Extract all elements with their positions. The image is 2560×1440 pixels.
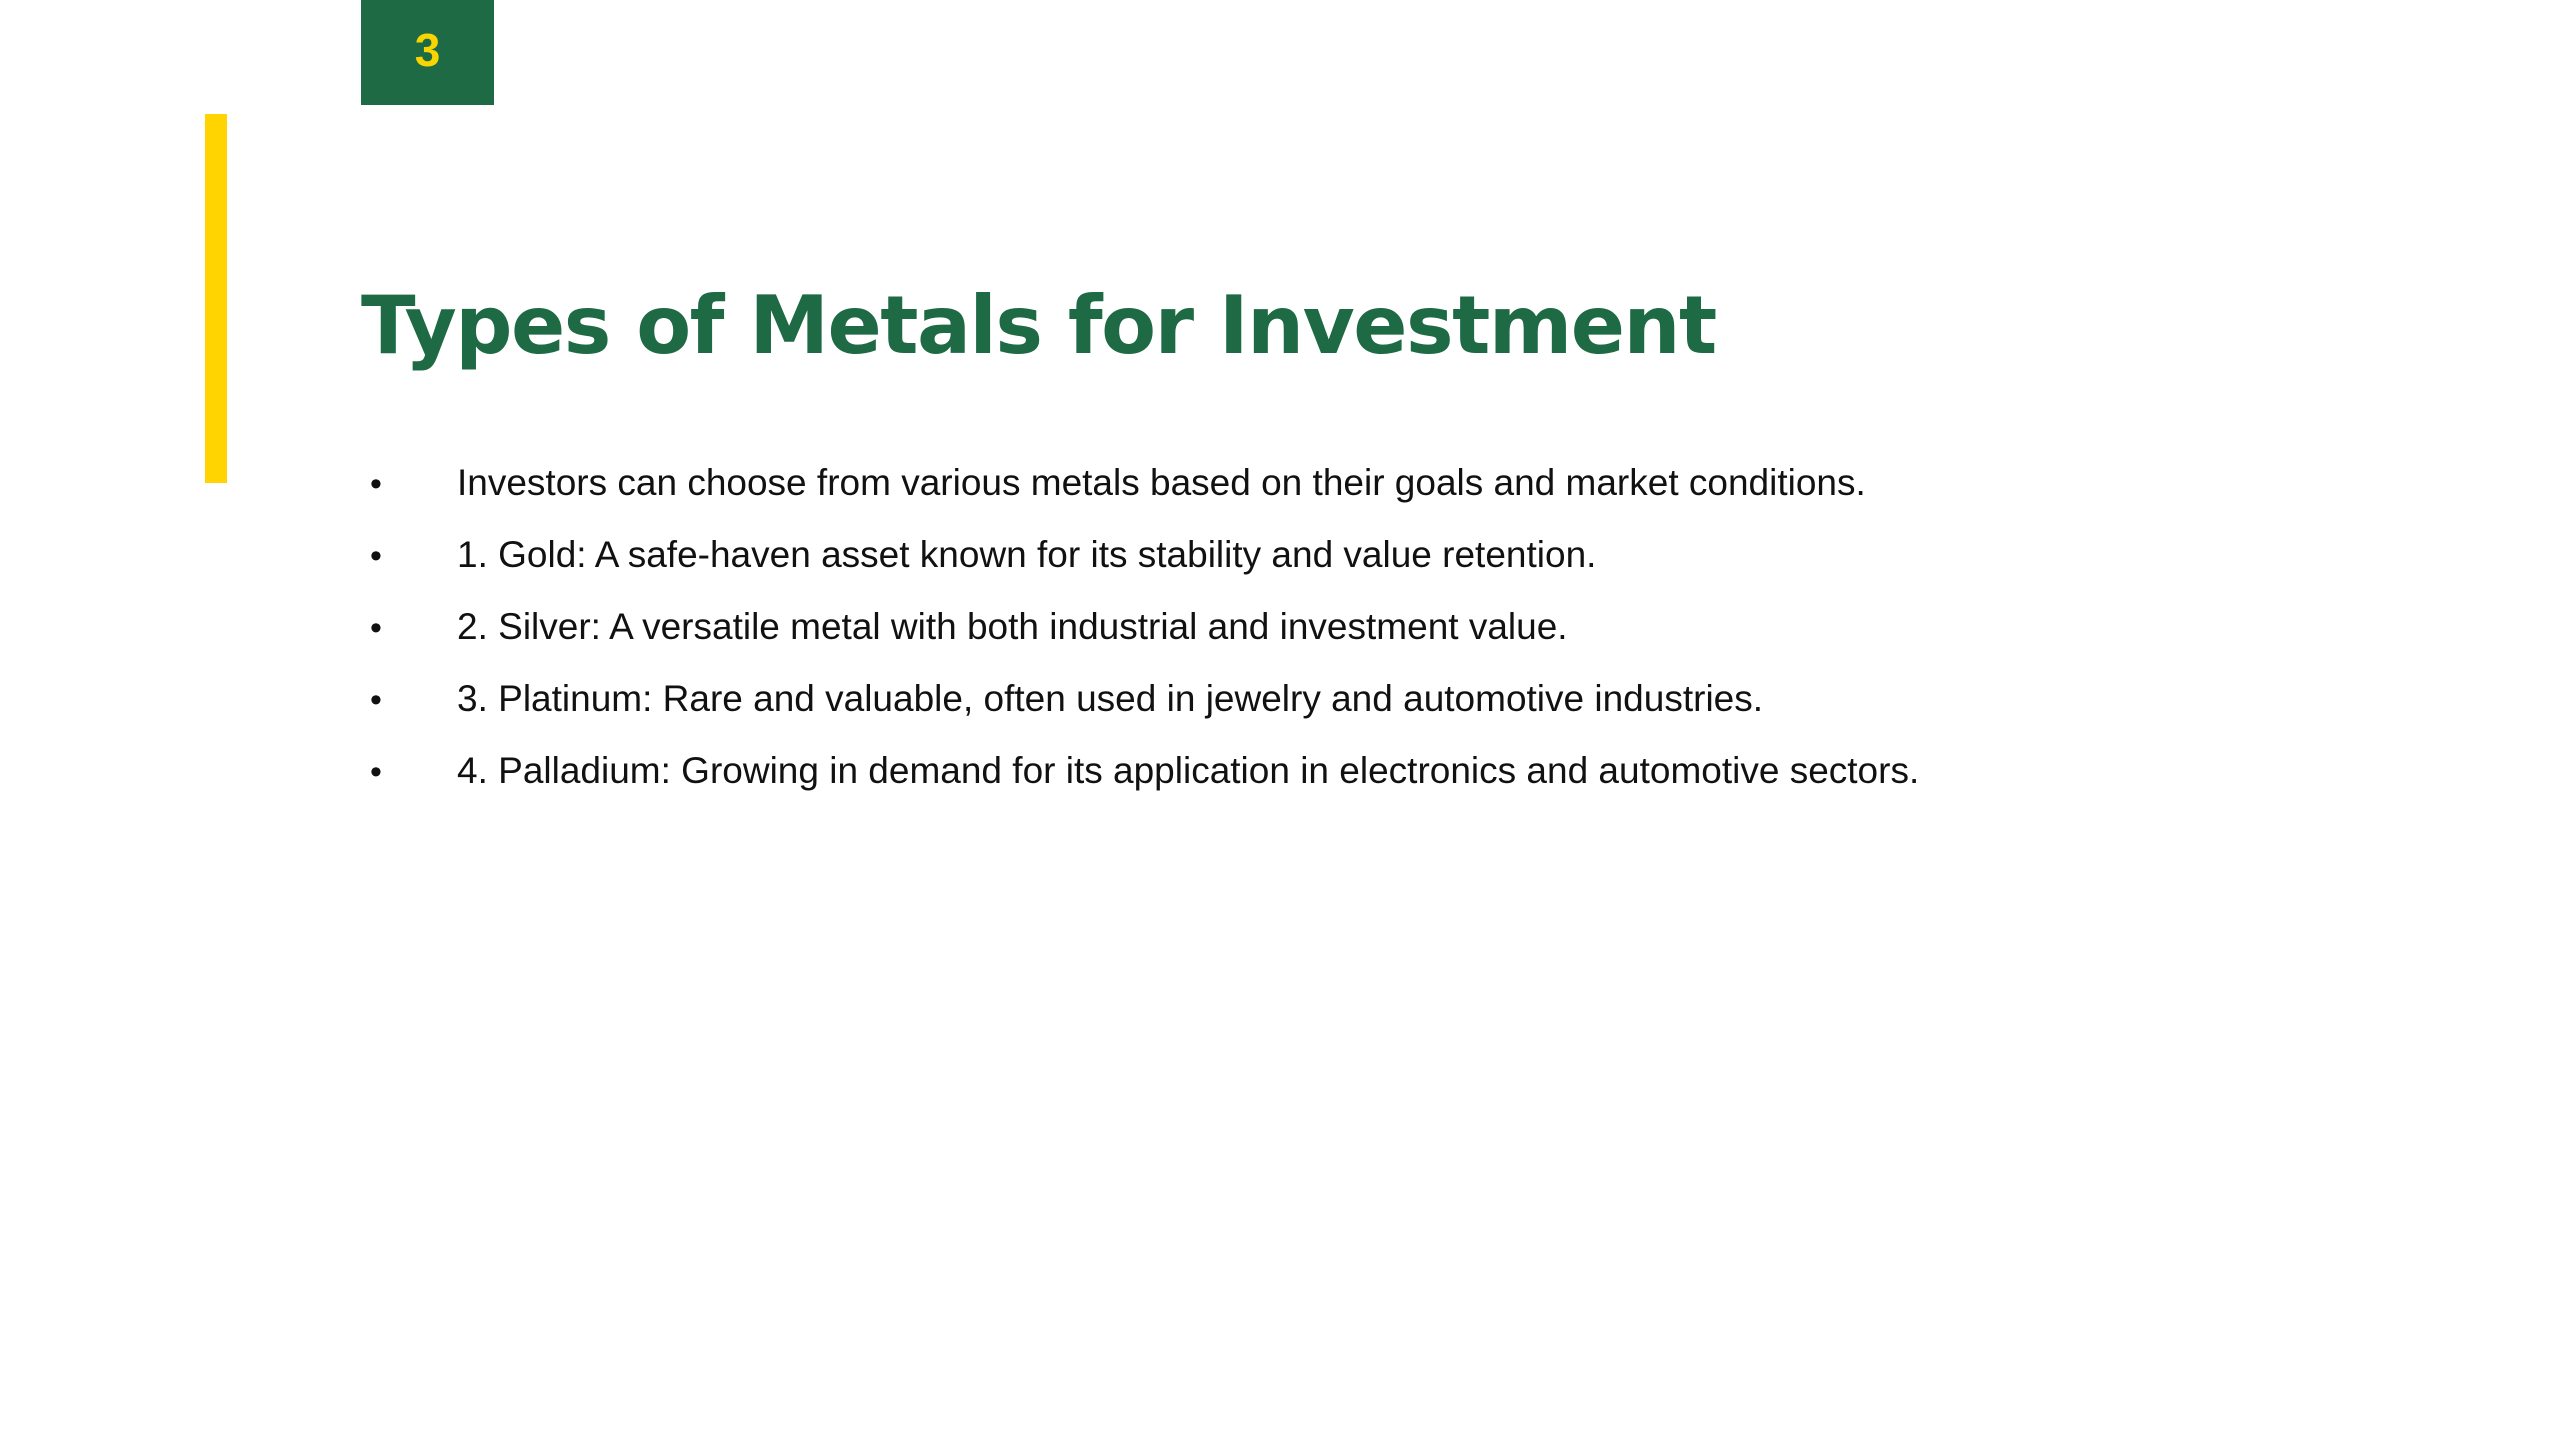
list-item: [361, 462, 2461, 534]
list-item: [361, 678, 2461, 750]
bullet-text: 3. Platinum: Rare and valuable, often used in jewelry and automotive industries.: [457, 678, 1764, 719]
bullet-text: 2. Silver: A versatile metal with both industrial and investment value.: [457, 606, 1568, 647]
bullet-icon: •: [370, 537, 382, 575]
bullet-text: 4. Palladium: Growing in demand for its application in electronics and automotive sectors.: [457, 750, 1920, 791]
bullet-list: [361, 462, 2461, 822]
list-item: [361, 750, 2461, 822]
slide-number-badge: [361, 0, 494, 105]
bullet-icon: •: [370, 753, 382, 791]
bullet-icon: •: [370, 465, 382, 503]
slide-number: 3: [414, 23, 441, 76]
accent-bar: [205, 114, 227, 483]
list-item: [361, 534, 2461, 606]
list-item: [361, 606, 2461, 678]
bullet-icon: •: [370, 609, 382, 647]
bullet-icon: •: [370, 681, 382, 719]
slide-title: Types of Metals for Investment: [361, 279, 1716, 372]
bullet-text: 1. Gold: A safe-haven asset known for its stability and value retention.: [457, 534, 1597, 575]
bullet-text: Investors can choose from various metals based on their goals and market conditions.: [457, 462, 1866, 503]
